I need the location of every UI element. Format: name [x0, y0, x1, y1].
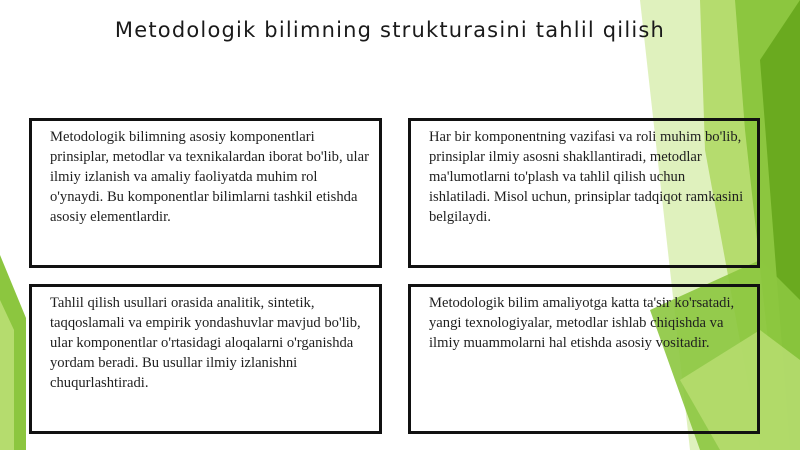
- content-box-methods: [29, 284, 382, 434]
- content-box-roles: [408, 118, 760, 268]
- slide-title: Metodologik bilimning strukturasini tahlil qilish: [114, 18, 666, 42]
- content-box-practice: [408, 284, 760, 434]
- content-box-text: Metodologik bilimning asosiy komponentlari prinsiplar, metodlar va texnikalardan iborat bo'lib, ular ilmiy izlanish va amaliy faoliyatda muhim rol o'ynaydi. Bu komponentlar bilimlarni tashkil etishda asosiy elementlardir.: [50, 129, 369, 225]
- content-box-text: Tahlil qilish usullari orasida analitik, sintetik, taqqoslamali va empirik yondashuvlar mavjud bo'lib, ular komponentlar o'rtasidagi aloqalarni o'rganishda yordam beradi. Bu usullar ilmiy izlanishni chuqurlashtiradi.: [50, 295, 361, 391]
- content-box-text: Har bir komponentning vazifasi va roli muhim bo'lib, prinsiplar ilmiy asosni shakllantiradi, metodlar ma'lumotlarni to'plash va tahlil qilish uchun ishlatiladi. Misol uchun, prinsiplar tadqiqot ramkasini belgilaydi.: [429, 129, 744, 225]
- content-box-components: [29, 118, 382, 268]
- content-box-text: Metodologik bilim amaliyotga katta ta'sir ko'rsatadi, yangi texnologiyalar, metodlar ishlab chiqishda va ilmiy muammolarni hal etishda asosiy vositadir.: [429, 295, 735, 351]
